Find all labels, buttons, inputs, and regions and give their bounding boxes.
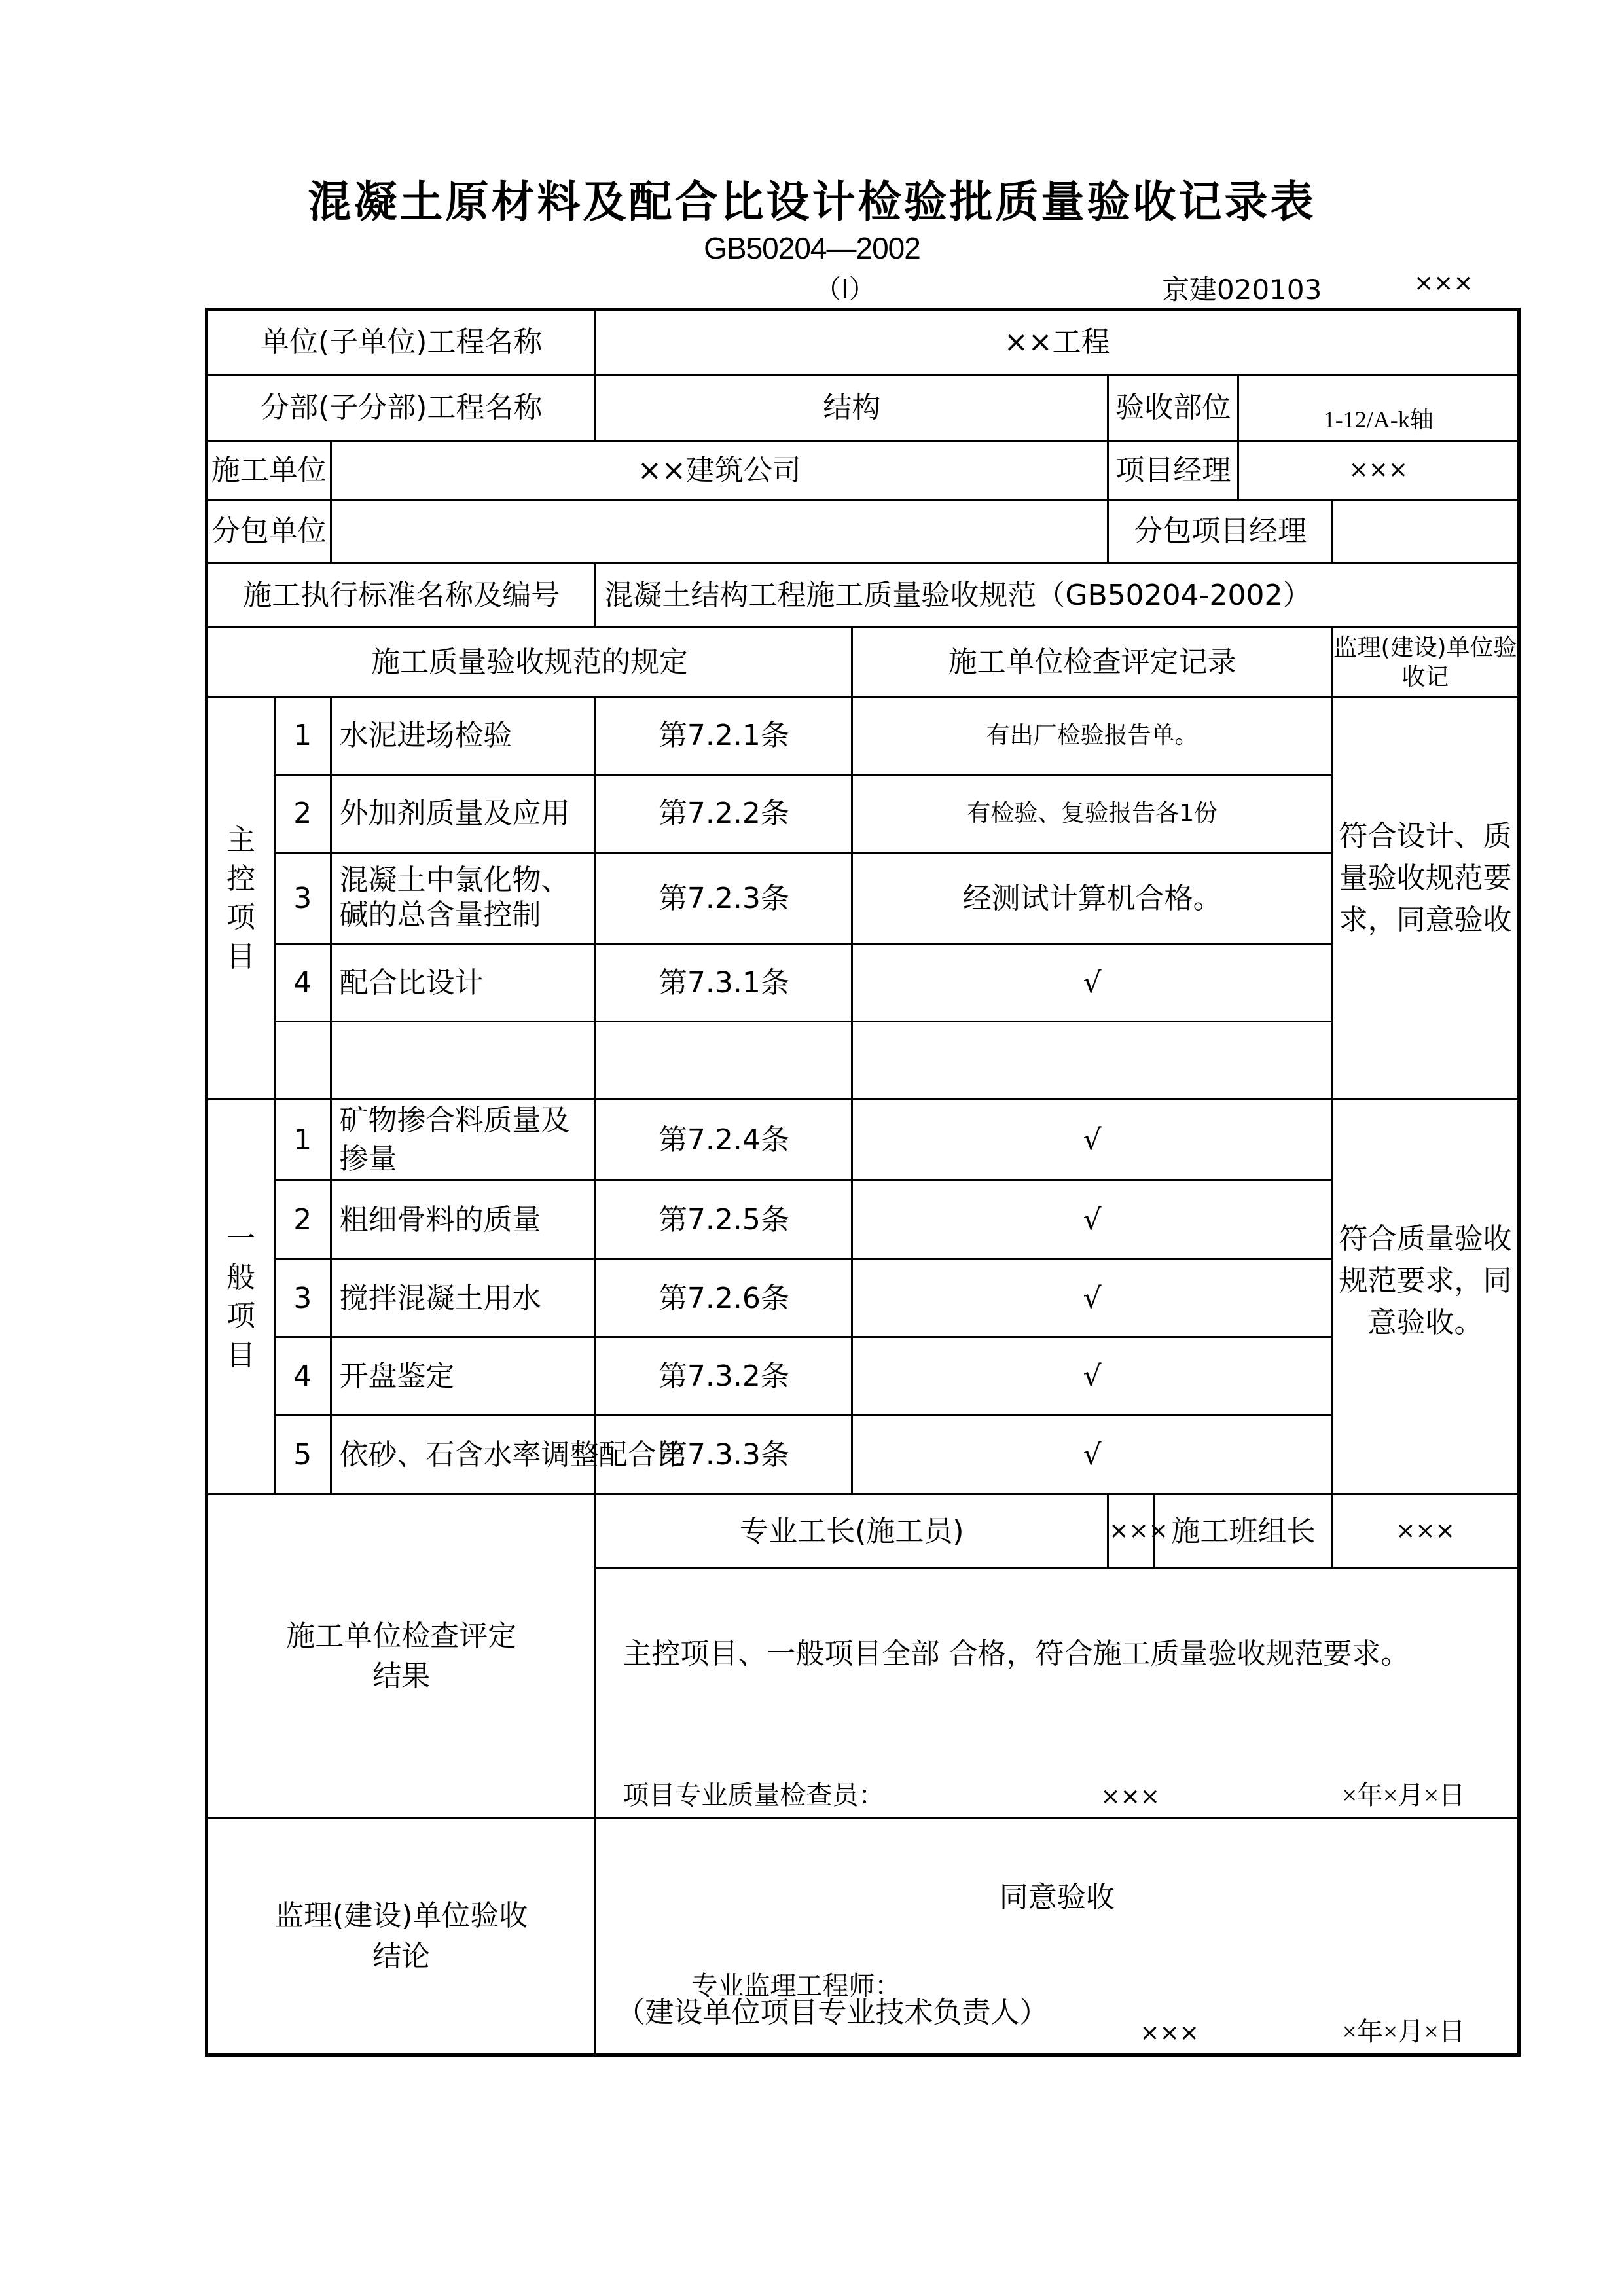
check-record[interactable]: √ [852, 1259, 1333, 1337]
foreman-value[interactable]: ××× [1108, 1494, 1155, 1568]
location-value[interactable]: 1-12/A-k轴 [1238, 374, 1519, 441]
location-label: 验收部位 [1108, 374, 1238, 441]
supervision-conclusion[interactable]: 同意验收 [999, 1880, 1115, 1914]
row-number: 3 [274, 853, 331, 944]
engineer-label: 专业监理工程师： [691, 1970, 901, 2001]
division-label: 分部(子分部)工程名称 [207, 374, 596, 441]
table-row [207, 1100, 1519, 1180]
general-label [207, 1100, 275, 1494]
clause: 第7.2.2条 [596, 775, 852, 853]
clause: 第7.3.3条 [596, 1415, 852, 1494]
table-row [207, 697, 1519, 775]
main-control-conclusion[interactable]: 符合设计、质量验收规范要求，同意验收 [1332, 697, 1519, 1100]
row-exec-standard [207, 563, 1519, 628]
contractor-check-label: 施工单位检查评定结果 [207, 1494, 596, 1818]
check-record[interactable]: √ [852, 1180, 1333, 1259]
main-control-label-char: 主 [226, 823, 255, 857]
table-row [207, 1180, 1519, 1259]
check-record[interactable]: √ [852, 944, 1333, 1022]
row-contractor [207, 441, 1519, 500]
main-control-label [207, 697, 275, 1100]
team-leader-value[interactable]: ××× [1332, 1494, 1519, 1568]
table-row [207, 1337, 1519, 1415]
table-row [207, 1415, 1519, 1494]
item-name: 粗细骨料的质量 [331, 1180, 596, 1259]
inspector-value[interactable]: ××× [1100, 1783, 1160, 1811]
clause: 第7.2.3条 [596, 853, 852, 944]
standard-code: GB50204—2002 [704, 231, 920, 265]
col-header-spec: 施工质量验收规范的规定 [207, 628, 852, 697]
check-record-empty[interactable] [852, 1022, 1333, 1100]
clause: 第7.2.6条 [596, 1259, 852, 1337]
check-record[interactable]: √ [852, 1415, 1333, 1494]
table-row [207, 1259, 1519, 1337]
sub-pm-label: 分包项目经理 [1108, 500, 1333, 563]
roman-numeral: （Ⅰ） [815, 274, 875, 304]
subcontractor-label: 分包单位 [207, 500, 331, 563]
supervision-result-cell [596, 1818, 1519, 2055]
general-label-char: 般 [226, 1261, 255, 1295]
check-record[interactable]: 有检验、复验报告各1份 [852, 775, 1333, 853]
contractor-value[interactable]: ××建筑公司 [331, 441, 1108, 500]
inspector-date[interactable]: ×年×月×日 [1342, 1780, 1465, 1810]
clause: 第7.2.1条 [596, 697, 852, 775]
clause: 第7.3.2条 [596, 1337, 852, 1415]
clause: 第7.2.5条 [596, 1180, 852, 1259]
general-conclusion[interactable]: 符合质量验收规范要求，同意验收。 [1332, 1100, 1519, 1494]
row-column-headers [207, 628, 1519, 697]
check-record[interactable]: √ [852, 1337, 1333, 1415]
item-name: 外加剂质量及应用 [331, 775, 596, 853]
main-control-label-char: 目 [226, 939, 255, 973]
supervision-check-label: 监理(建设)单位验收结论 [207, 1818, 596, 2055]
form-code: 京建020103 [1162, 274, 1322, 306]
page-title: 混凝土原材料及配合比设计检验批质量验收记录表 [308, 177, 1316, 227]
row-number: 2 [274, 1180, 331, 1259]
item-name: 开盘鉴定 [331, 1337, 596, 1415]
engineer-value[interactable]: ××× [1140, 2019, 1199, 2047]
main-control-label-char: 控 [226, 861, 255, 895]
inspector-label: 项目专业质量检查员： [623, 1780, 885, 1811]
row-number-empty [274, 1022, 331, 1100]
item-name: 水泥进场检验 [331, 697, 596, 775]
table-row-empty [207, 1022, 1519, 1100]
row-division [207, 374, 1519, 441]
item-name: 配合比设计 [331, 944, 596, 1022]
clause-empty [596, 1022, 852, 1100]
clause: 第7.3.1条 [596, 944, 852, 1022]
main-control-label-char: 项 [226, 901, 255, 935]
check-record[interactable]: 有出厂检验报告单。 [852, 697, 1333, 775]
item-name: 依砂、石含水率调整配合比 [331, 1415, 596, 1494]
table-row [207, 944, 1519, 1022]
table-row [207, 853, 1519, 944]
exec-standard-label: 施工执行标准名称及编号 [207, 563, 596, 628]
general-label-char: 一 [226, 1221, 255, 1256]
engineer-label-2: （建设单位项目专业技术负责人） [616, 1995, 1049, 2029]
row-project-name [207, 310, 1519, 375]
project-name-value[interactable]: ××工程 [596, 310, 1519, 375]
row-supervision-result [207, 1818, 1519, 2055]
division-value[interactable]: 结构 [596, 374, 1108, 441]
record-table [205, 308, 1521, 2057]
pm-value[interactable]: ××× [1238, 441, 1519, 500]
check-record[interactable]: √ [852, 1100, 1333, 1180]
item-name: 矿物掺合料质量及掺量 [331, 1100, 596, 1180]
contractor-result-text[interactable]: 主控项目、一般项目全部 合格，符合施工质量验收规范要求。 [623, 1637, 1410, 1671]
clause: 第7.2.4条 [596, 1100, 852, 1180]
project-name-label: 单位(子单位)工程名称 [207, 310, 596, 375]
row-number: 5 [274, 1415, 331, 1494]
subcontractor-value[interactable] [331, 500, 1108, 563]
check-record[interactable]: 经测试计算机合格。 [852, 853, 1333, 944]
pm-label: 项目经理 [1108, 441, 1238, 500]
sub-pm-value[interactable] [1332, 500, 1519, 563]
row-number: 3 [274, 1259, 331, 1337]
foreman-label: 专业工长(施工员) [596, 1494, 1108, 1568]
general-label-char: 项 [226, 1299, 255, 1333]
col-header-supervision: 监理(建设)单位验收记 [1332, 628, 1519, 697]
row-subcontractor [207, 500, 1519, 563]
table-row [207, 775, 1519, 853]
exec-standard-value[interactable]: 混凝土结构工程施工质量验收规范（GB50204-2002） [596, 563, 1519, 628]
item-name: 混凝土中氯化物、碱的总含量控制 [331, 853, 596, 944]
engineer-date[interactable]: ×年×月×日 [1342, 2017, 1465, 2046]
col-header-record: 施工单位检查评定记录 [852, 628, 1333, 697]
form-code-suffix: ××× [1414, 270, 1473, 297]
item-name: 搅拌混凝土用水 [331, 1259, 596, 1337]
row-number: 4 [274, 944, 331, 1022]
row-number: 2 [274, 775, 331, 853]
team-leader-label: 施工班组长 [1154, 1494, 1332, 1568]
contractor-label: 施工单位 [207, 441, 331, 500]
contractor-result-cell [596, 1568, 1519, 1818]
row-number: 4 [274, 1337, 331, 1415]
row-foreman [207, 1494, 1519, 1568]
row-number: 1 [274, 1100, 331, 1180]
item-name-empty [331, 1022, 596, 1100]
row-number: 1 [274, 697, 331, 775]
general-label-char: 目 [226, 1338, 255, 1372]
